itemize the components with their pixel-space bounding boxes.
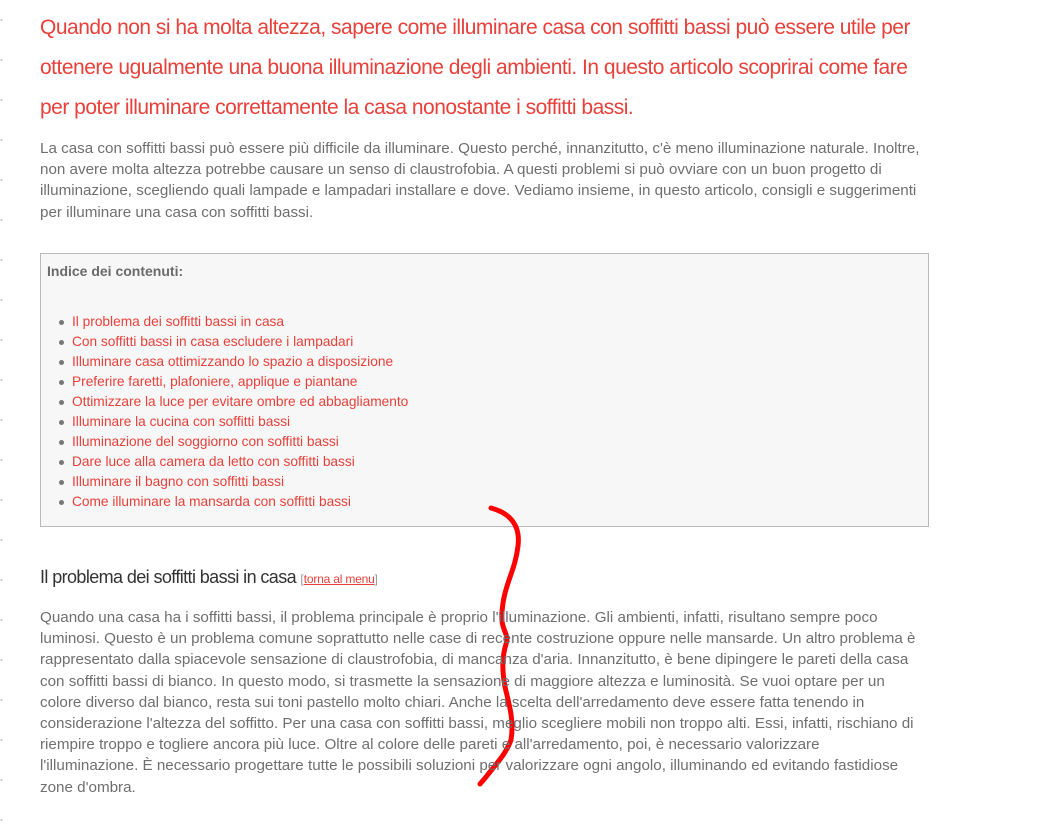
article <box>40 0 930 796</box>
bullet-icon <box>59 420 64 425</box>
toc-item <box>59 372 408 392</box>
bullet-icon <box>59 480 64 485</box>
toc-link[interactable]: Preferire faretti, plafoniere, applique e piantane <box>72 374 358 389</box>
left-edge-dots <box>0 0 3 829</box>
lead-paragraph: La casa con soffitti bassi può essere più difficile da illuminare. Questo perché, innanzitutto, c'è meno illuminazione naturale. Inoltre, non avere molta altezza potrebbe causare un senso di claustrofobia. A questi problemi si può ovviare con un buon progetto di illuminazione, scegliendo quali lampade e lampadari installare e dove. Vediamo insieme, in questo articolo, consigli e suggerimenti per illuminare una casa con soffitti bassi. <box>40 140 920 221</box>
toc-item <box>59 452 408 472</box>
toc-item <box>59 432 408 452</box>
toc-title: Indice dei contenuti: <box>47 263 184 279</box>
toc-link[interactable]: Illuminare casa ottimizzando lo spazio a disposizione <box>72 354 394 369</box>
back-bracket-close: ] <box>374 572 378 586</box>
bullet-icon <box>59 460 64 465</box>
bullet-icon <box>59 340 64 345</box>
toc-item <box>59 392 408 412</box>
toc-item <box>59 492 408 512</box>
toc-link[interactable]: Ottimizzare la luce per evitare ombre ed abbagliamento <box>72 394 409 409</box>
section-heading <box>40 567 378 588</box>
bullet-icon <box>59 440 64 445</box>
section-title-text: Il problema dei soffitti bassi in casa <box>40 567 297 587</box>
bullet-icon <box>59 380 64 385</box>
bullet-icon <box>59 360 64 365</box>
bullet-icon <box>59 500 64 505</box>
toc-item <box>59 332 408 352</box>
back-bracket-open: [ <box>300 572 304 586</box>
toc-link[interactable]: Illuminare la cucina con soffitti bassi <box>72 414 291 429</box>
toc-item <box>59 352 408 372</box>
table-of-contents <box>40 253 929 527</box>
toc-link[interactable]: Come illuminare la mansarda con soffitti bassi <box>72 494 351 509</box>
section-body: Quando una casa ha i soffitti bassi, il problema principale è proprio l'illuminazione. Gli ambienti, infatti, risultano sempre poco luminosi. Questo è un problema comune soprattutto nelle case di recente costruzione oppure nelle mansarde. Un altro problema è rappresentato dalla spiacevole sensazione di claustrofobia, di mancanza d'aria. Innanzitutto, è bene dipingere le pareti della casa con soffitti bassi di bianco. In questo modo, si trasmette la sensazione di maggiore altezza e luminosità. Se vuoi optare per un colore diverso dal bianco, resta sui toni pastello molto chiari. Anche la scelta dell'arredamento deve essere fatta tenendo in considerazione l'altezza del soffitto. Per una casa con soffitti bassi, meglio scegliere mobili non troppo alti. Essi, infatti, rischiano di riempire troppo e togliere ancora più luce. Oltre al colore delle pareti e all'arredamento, poi, è necessario valorizzare l'illuminazione. È necessario progettare tutte le possibili soluzioni per valorizzare ogni angolo, illuminando ed evitando fastidiose zone d'ombra. <box>40 609 916 796</box>
toc-link[interactable]: Con soffitti bassi in casa escludere i lampadari <box>72 334 354 349</box>
toc-link[interactable]: Il problema dei soffitti bassi in casa <box>72 314 285 329</box>
toc-list <box>59 312 408 512</box>
bullet-icon <box>59 320 64 325</box>
toc-link[interactable]: Dare luce alla camera da letto con soffitti bassi <box>72 454 355 469</box>
toc-link[interactable]: Illuminazione del soggiorno con soffitti bassi <box>72 434 339 449</box>
bullet-icon <box>59 400 64 405</box>
back-to-menu-link[interactable]: torna al menu <box>303 572 375 586</box>
toc-item <box>59 312 408 332</box>
toc-item <box>59 412 408 432</box>
toc-item <box>59 472 408 492</box>
intro-paragraph: Quando non si ha molta altezza, sapere come illuminare casa con soffitti bassi può essere utile per ottenere ugualmente una buona illuminazione degli ambienti. In questo articolo scoprirai come fare per poter illuminare correttamente la casa nonostante i soffitti bassi. <box>40 16 910 119</box>
toc-link[interactable]: Illuminare il bagno con soffitti bassi <box>72 474 285 489</box>
